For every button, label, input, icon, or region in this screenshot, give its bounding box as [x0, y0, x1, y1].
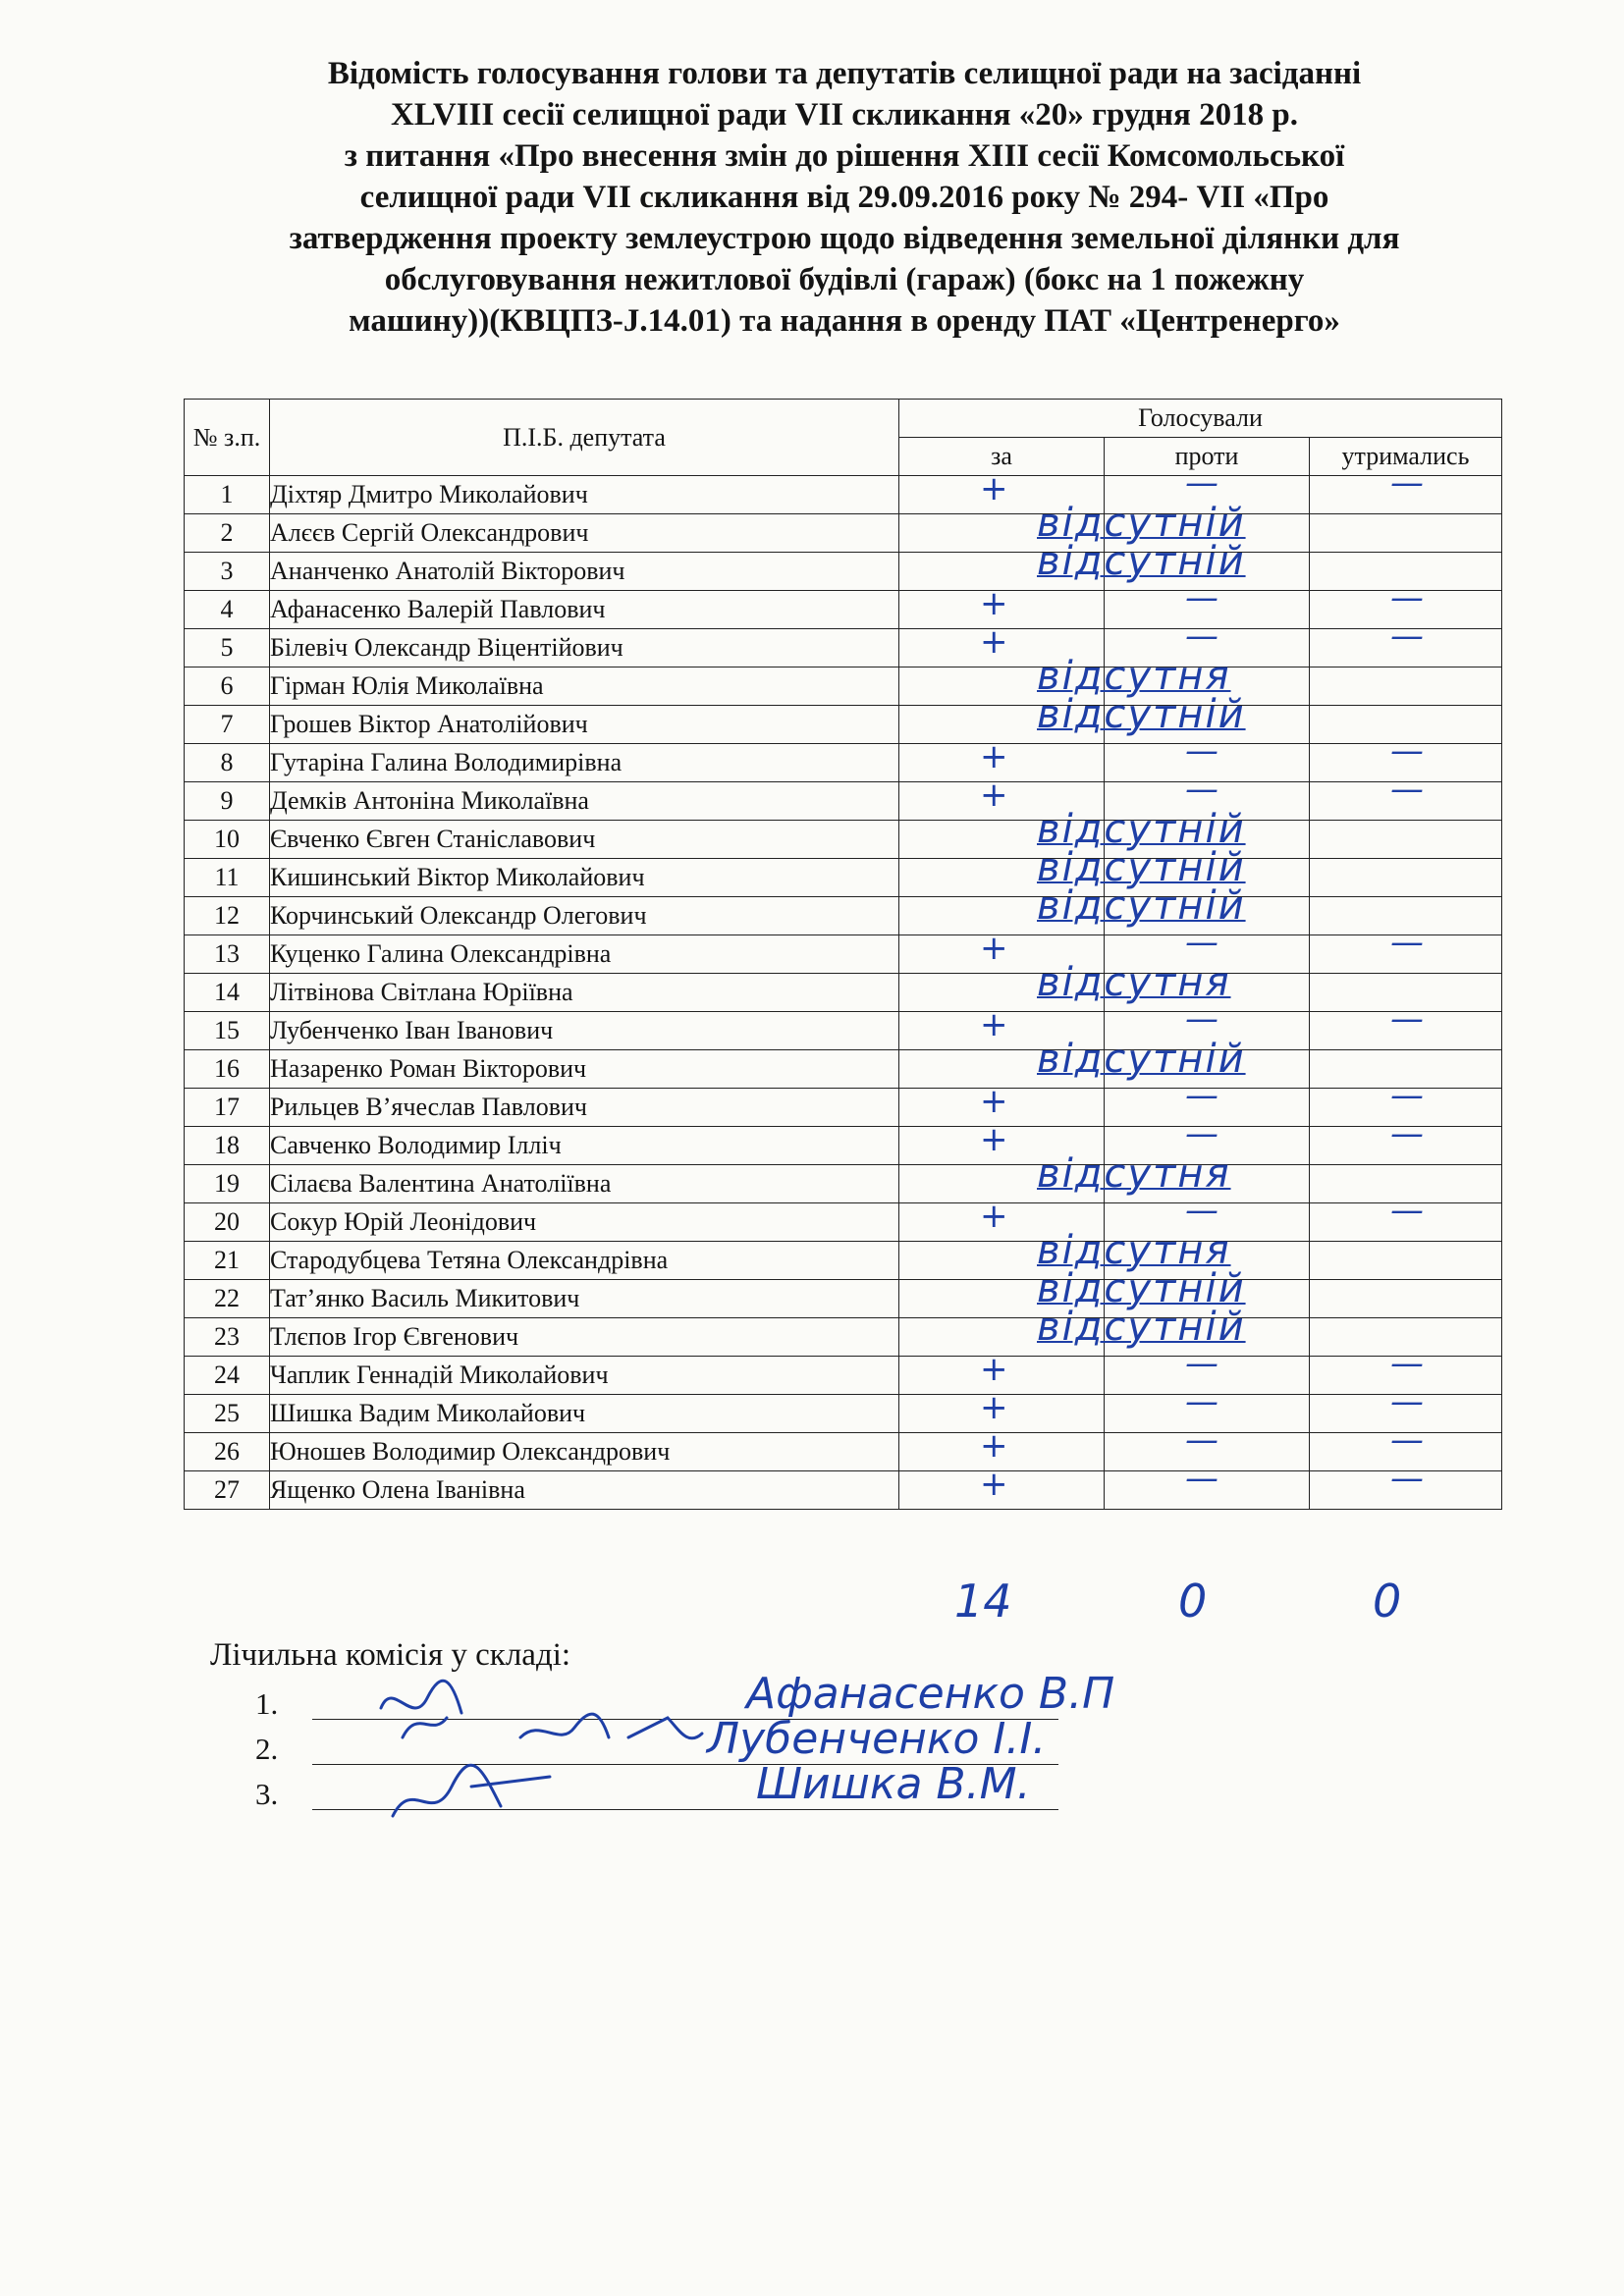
handwritten-dash-mark: —	[1390, 1420, 1424, 1460]
table-row	[185, 782, 1502, 821]
table-row	[185, 1357, 1502, 1395]
handwritten-name-3: Шишка В.М.	[756, 1759, 1031, 1809]
total-for: 14	[954, 1575, 1012, 1628]
table-row	[185, 706, 1502, 744]
handwritten-dash-mark: —	[1390, 999, 1424, 1039]
vote-cell-for	[899, 1120, 1105, 1165]
table-row	[185, 1127, 1502, 1165]
handwritten-absent: відсутня	[1037, 960, 1231, 1005]
title-line: Відомість голосування голови та депутатів селищної ради на засіданні	[327, 56, 1362, 91]
vote-cell-abstained	[1310, 463, 1502, 514]
handwritten-absent: відсутня	[1037, 654, 1231, 699]
handwritten-plus-mark: +	[980, 584, 1008, 623]
deputy-name: Афанасенко Валерій Павлович	[270, 591, 899, 629]
handwritten-absent: відсутній	[1037, 1305, 1246, 1350]
deputy-name: Лубенченко Іван Іванович	[270, 1012, 899, 1050]
vote-cell-abstained	[1310, 1191, 1502, 1242]
total-abstained: 0	[1373, 1575, 1402, 1628]
deputy-name: Рильцев В’ячеслав Павлович	[270, 1089, 899, 1127]
row-number: 2	[185, 514, 270, 553]
header-abstained: утримались	[1310, 438, 1502, 476]
handwritten-dash-mark: —	[1185, 1382, 1218, 1421]
row-number: 24	[185, 1357, 270, 1395]
handwritten-plus-mark: +	[980, 929, 1008, 968]
row-number: 16	[185, 1050, 270, 1089]
vote-cell-against	[1105, 770, 1310, 821]
vote-cell-abstained	[1310, 1459, 1502, 1510]
deputy-name: Сілаєва Валентина Анатоліївна	[270, 1165, 899, 1203]
row-number: 3	[185, 553, 270, 591]
document-title	[167, 53, 1522, 342]
handwritten-dash-mark: —	[1185, 463, 1218, 503]
deputy-name: Назаренко Роман Вікторович	[270, 1050, 899, 1089]
table-row	[185, 1165, 1502, 1203]
deputy-name: Грошев Віктор Анатолійович	[270, 706, 899, 744]
commission-member-2	[255, 1732, 300, 1767]
vote-cell-abstained	[1310, 923, 1502, 974]
row-number: 18	[185, 1127, 270, 1165]
header-number: № з.п.	[185, 400, 270, 476]
vote-cell-for	[899, 469, 1105, 514]
handwritten-absent: відсутній	[1037, 807, 1246, 852]
handwritten-dash-mark: —	[1185, 616, 1218, 656]
vote-cell-abstained	[1310, 999, 1502, 1050]
handwritten-plus-mark: +	[980, 1465, 1008, 1504]
handwritten-plus-mark: +	[980, 775, 1008, 815]
table-row	[185, 476, 1502, 514]
row-number: 27	[185, 1471, 270, 1510]
row-number: 1	[185, 476, 270, 514]
header-voted: Голосували	[899, 400, 1502, 438]
handwritten-dash-mark: —	[1185, 578, 1218, 617]
handwritten-dash-mark: —	[1185, 1459, 1218, 1498]
handwritten-dash-mark: —	[1390, 1459, 1424, 1498]
row-number: 20	[185, 1203, 270, 1242]
table-row	[185, 667, 1502, 706]
vote-cell-for	[899, 501, 1246, 553]
table-row	[185, 1012, 1502, 1050]
header-against: проти	[1105, 438, 1310, 476]
row-number: 14	[185, 974, 270, 1012]
vote-cell-for	[899, 654, 1231, 706]
handwritten-dash-mark: —	[1185, 731, 1218, 771]
handwritten-plus-mark: +	[980, 1388, 1008, 1427]
row-number: 6	[185, 667, 270, 706]
handwritten-absent: відсутня	[1037, 1151, 1231, 1197]
row-number: 4	[185, 591, 270, 629]
handwritten-absent: відсутній	[1037, 1266, 1246, 1311]
vote-cell-for	[899, 1005, 1105, 1050]
row-number: 17	[185, 1089, 270, 1127]
deputy-name: Тат’янко Василь Микитович	[270, 1280, 899, 1318]
vote-cell-against	[1105, 859, 1310, 897]
vote-cell-for	[899, 622, 1105, 667]
table-row	[185, 1395, 1502, 1433]
handwritten-dash-mark: —	[1390, 770, 1424, 809]
deputy-name: Тлєпов Ігор Євгенович	[270, 1318, 899, 1357]
vote-cell-abstained	[1310, 514, 1502, 553]
vote-cell-for	[899, 1465, 1105, 1510]
handwritten-plus-mark: +	[980, 622, 1008, 662]
vote-cell-for	[899, 1228, 1231, 1280]
row-number: 21	[185, 1242, 270, 1280]
handwritten-dash-mark: —	[1390, 616, 1424, 656]
signature-1	[381, 1681, 461, 1737]
commission-number: 2.	[255, 1732, 279, 1766]
vote-cell-abstained	[1310, 1114, 1502, 1165]
commission-member-1	[255, 1686, 300, 1722]
deputy-name: Стародубцева Тетяна Олександрівна	[270, 1242, 899, 1280]
table-row	[185, 591, 1502, 629]
vote-cell-against	[1105, 1191, 1310, 1242]
total-against: 0	[1178, 1575, 1208, 1628]
row-number: 26	[185, 1433, 270, 1471]
deputy-name: Ященко Олена Іванівна	[270, 1471, 899, 1510]
title-line: селищної ради VII скликання від 29.09.2016 року № 294- VII «Про	[359, 180, 1329, 215]
deputy-name: Сокур Юрій Леонідович	[270, 1203, 899, 1242]
deputy-name: Алєєв Сергій Олександрович	[270, 514, 899, 553]
row-number: 7	[185, 706, 270, 744]
deputy-name: Демків Антоніна Миколаївна	[270, 782, 899, 821]
table-row	[185, 821, 1502, 859]
header-for: за	[899, 438, 1105, 476]
vote-cell-abstained	[1310, 821, 1502, 859]
row-number: 15	[185, 1012, 270, 1050]
handwritten-dash-mark: —	[1390, 731, 1424, 771]
vote-cell-abstained	[1310, 667, 1502, 706]
handwritten-dash-mark: —	[1185, 1114, 1218, 1153]
header-name: П.І.Б. депутата	[270, 400, 899, 476]
handwritten-dash-mark: —	[1390, 1114, 1424, 1153]
table-row	[185, 1280, 1502, 1318]
commission-number: 1.	[255, 1686, 279, 1721]
vote-cell-against	[1105, 1280, 1310, 1318]
vote-cell-abstained	[1310, 770, 1502, 821]
signature-3	[393, 1765, 550, 1816]
handwritten-dash-mark: —	[1390, 1344, 1424, 1383]
handwritten-dash-mark: —	[1390, 463, 1424, 503]
commission-label: Лічильна комісія у складі:	[210, 1637, 571, 1673]
row-number: 22	[185, 1280, 270, 1318]
deputy-name: Корчинський Олександр Олегович	[270, 897, 899, 935]
handwritten-name-2: Лубенченко І.І.	[707, 1714, 1047, 1764]
vote-cell-against	[1105, 616, 1310, 667]
signature-2	[520, 1714, 702, 1738]
deputy-name: Чаплик Геннадій Миколайович	[270, 1357, 899, 1395]
handwritten-plus-mark: +	[980, 1350, 1008, 1389]
handwritten-absent: відсутній	[1037, 692, 1246, 737]
deputy-name: Літвінова Світлана Юріївна	[270, 974, 899, 1012]
deputy-name: Білевіч Олександр Віцентійович	[270, 629, 899, 667]
deputy-name: Ананченко Анатолій Вікторович	[270, 553, 899, 591]
row-number: 13	[185, 935, 270, 974]
table-row	[185, 1471, 1502, 1510]
table-row	[185, 1203, 1502, 1242]
handwritten-absent: відсутній	[1037, 1037, 1246, 1082]
table-row	[185, 1242, 1502, 1280]
row-number: 5	[185, 629, 270, 667]
table-row	[185, 553, 1502, 591]
signature-scribbles	[373, 1669, 727, 1836]
handwritten-absent: відсутній	[1037, 883, 1246, 929]
handwritten-plus-mark: +	[980, 737, 1008, 776]
vote-cell-against	[1105, 999, 1310, 1050]
row-number: 23	[185, 1318, 270, 1357]
table-row	[185, 1089, 1502, 1127]
deputy-name: Шишка Вадим Миколайович	[270, 1395, 899, 1433]
voting-table	[184, 399, 1502, 1510]
title-line: XLVIII сесії селищної ради VII скликання «20» грудня 2018 р.	[391, 97, 1298, 133]
row-number: 11	[185, 859, 270, 897]
title-line: обслуговування нежитлової будівлі (гараж) (бокс на 1 пожежну	[384, 262, 1305, 297]
deputy-name: Юношев Володимир Олександрович	[270, 1433, 899, 1471]
handwritten-name-1: Афанасенко В.П	[746, 1669, 1115, 1719]
handwritten-dash-mark: —	[1390, 1382, 1424, 1421]
table-row	[185, 974, 1502, 1012]
row-number: 9	[185, 782, 270, 821]
handwritten-absent: відсутній	[1037, 501, 1246, 546]
vote-cell-for	[899, 929, 1105, 974]
handwritten-dash-mark: —	[1185, 923, 1218, 962]
vote-cell-for	[899, 775, 1105, 821]
vote-cell-for	[899, 1197, 1105, 1242]
handwritten-dash-mark: —	[1185, 1420, 1218, 1460]
handwritten-plus-mark: +	[980, 1197, 1008, 1236]
vote-cell-for	[899, 845, 1246, 897]
handwritten-dash-mark: —	[1185, 1191, 1218, 1230]
handwritten-dash-mark: —	[1185, 999, 1218, 1039]
row-number: 25	[185, 1395, 270, 1433]
handwritten-absent: відсутня	[1037, 1228, 1231, 1273]
vote-cell-against	[1105, 1459, 1310, 1510]
vote-cell-abstained	[1310, 1280, 1502, 1318]
table-row	[185, 897, 1502, 935]
title-line: машину))(КВЦПЗ-J.14.01) та надання в оренду ПАТ «Центренерго»	[349, 303, 1340, 339]
deputy-name: Гірман Юлія Миколаївна	[270, 667, 899, 706]
table-row	[185, 1318, 1502, 1357]
table-row	[185, 514, 1502, 553]
handwritten-plus-mark: +	[980, 1120, 1008, 1159]
row-number: 10	[185, 821, 270, 859]
deputy-name: Гутаріна Галина Володимирівна	[270, 744, 899, 782]
vote-cell-abstained	[1310, 616, 1502, 667]
vote-cell-against	[1105, 821, 1310, 859]
vote-cell-against	[1105, 1114, 1310, 1165]
handwritten-plus-mark: +	[980, 1426, 1008, 1466]
row-number: 8	[185, 744, 270, 782]
handwritten-dash-mark: —	[1390, 1191, 1424, 1230]
deputy-name: Євченко Євген Станіславович	[270, 821, 899, 859]
vote-cell-against	[1105, 667, 1310, 706]
handwritten-dash-mark: —	[1390, 923, 1424, 962]
handwritten-plus-mark: +	[980, 469, 1008, 508]
handwritten-absent: відсутній	[1037, 539, 1246, 584]
handwritten-plus-mark: +	[980, 1082, 1008, 1121]
vote-cell-against	[1105, 923, 1310, 974]
deputy-name: Куценко Галина Олександрівна	[270, 935, 899, 974]
handwritten-dash-mark: —	[1185, 1076, 1218, 1115]
vote-cell-against	[1105, 514, 1310, 553]
title-line: затвердження проекту землеустрою щодо відведення земельної ділянки для	[289, 221, 1400, 256]
table-row	[185, 935, 1502, 974]
title-line: з питання «Про внесення змін до рішення XIII сесії Комсомольської	[344, 138, 1345, 174]
handwritten-dash-mark: —	[1390, 578, 1424, 617]
handwritten-dash-mark: —	[1390, 1076, 1424, 1115]
commission-member-3	[255, 1777, 300, 1812]
vote-cell-for	[899, 1266, 1246, 1318]
deputy-name: Кишинський Віктор Миколайович	[270, 859, 899, 897]
row-number: 12	[185, 897, 270, 935]
handwritten-absent: відсутній	[1037, 845, 1246, 890]
table-row	[185, 629, 1502, 667]
table-row	[185, 859, 1502, 897]
table-row	[185, 1050, 1502, 1089]
deputy-name: Діхтяр Дмитро Миколайович	[270, 476, 899, 514]
handwritten-plus-mark: +	[980, 1005, 1008, 1044]
vote-cell-for	[899, 807, 1246, 859]
vote-cell-abstained	[1310, 859, 1502, 897]
table-row	[185, 1433, 1502, 1471]
deputy-name: Савченко Володимир Ілліч	[270, 1127, 899, 1165]
vote-cell-against	[1105, 1242, 1310, 1280]
handwritten-dash-mark: —	[1185, 770, 1218, 809]
handwritten-dash-mark: —	[1185, 1344, 1218, 1383]
vote-cell-abstained	[1310, 1242, 1502, 1280]
row-number: 19	[185, 1165, 270, 1203]
commission-number: 3.	[255, 1777, 279, 1811]
vote-cell-against	[1105, 463, 1310, 514]
table-row	[185, 744, 1502, 782]
